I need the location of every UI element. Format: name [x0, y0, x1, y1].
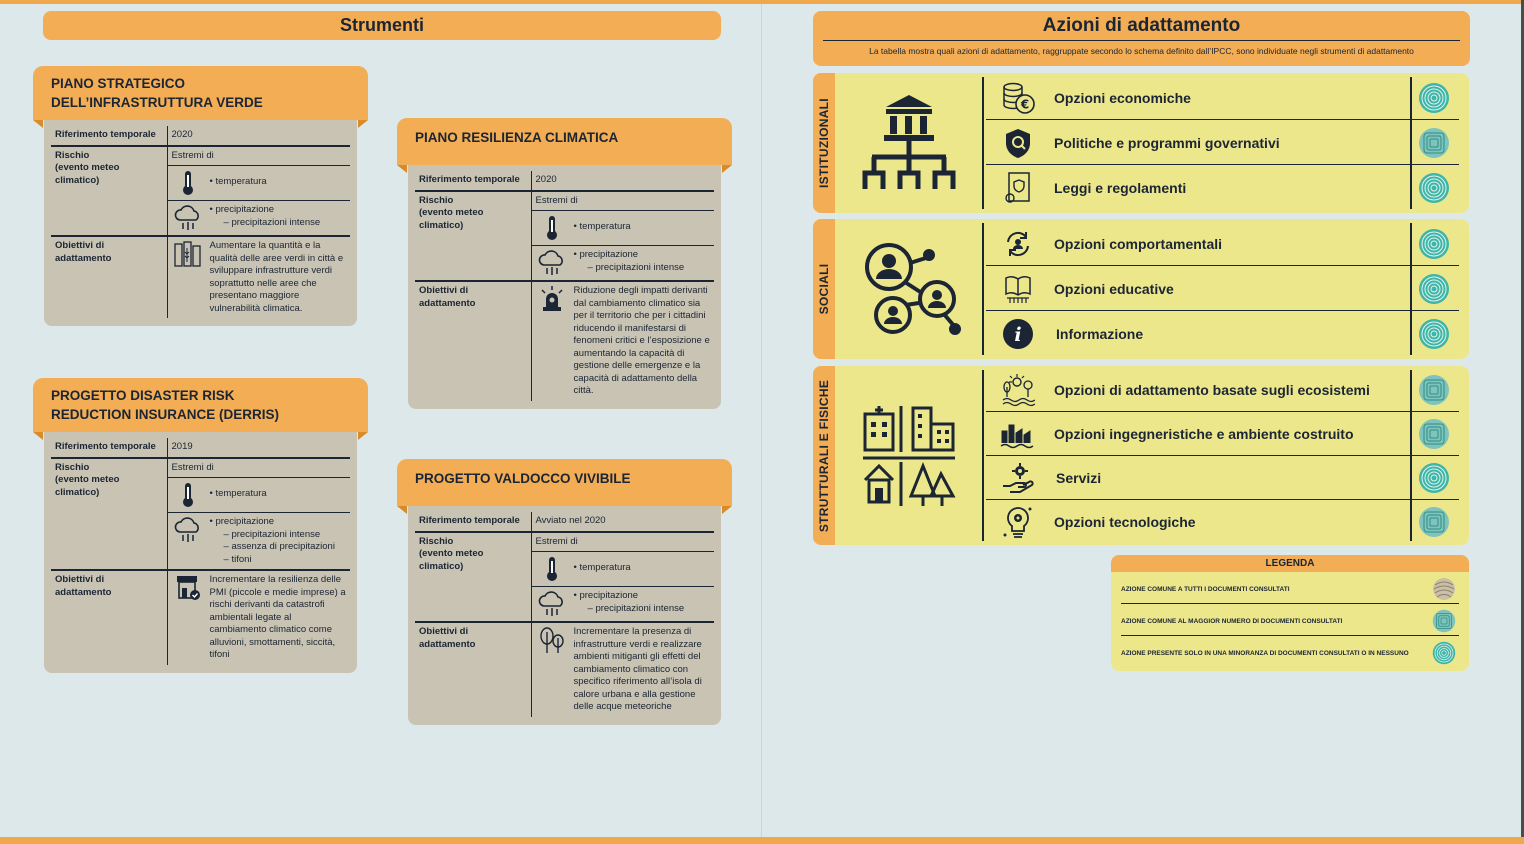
- action-label: Opzioni tecnologiche: [1054, 514, 1196, 530]
- bottom-accent-bar: [0, 837, 1524, 844]
- behavior-cycle-icon: [998, 226, 1038, 262]
- legend-row: [1121, 638, 1459, 668]
- obiettivi-label: Obiettivi di adattamento: [51, 570, 167, 665]
- level-majority-badge: [1418, 127, 1450, 159]
- shop-check-icon: [172, 574, 204, 602]
- service-hand-icon: [998, 460, 1038, 496]
- doc-title: PROGETTO VALDOCCO VIVIBILE: [397, 459, 732, 506]
- doc-obiettivo: Incrementare la presenza di infrastrutture verdi e realizzare ambienti mitiganti gli effetti del cambiamento climatico con specifico riferimento all’isola di calore urbana e alla gestione delle acque meteoriche: [573, 626, 702, 712]
- social-network-icon: [835, 219, 983, 359]
- doc-obiettivo: Aumentare la quantità e la qualità delle aree verdi in città e sviluppare infrastrutture verdi soprattutto nelle aree che presentano maggiore vulnerabilità climatica.: [209, 240, 344, 314]
- lightbulb-gear-icon: [998, 504, 1038, 540]
- action-label: Opzioni educative: [1054, 280, 1174, 297]
- risk-assenza-precipitazioni: – assenza di precipitazioni: [210, 541, 347, 554]
- column-divider: [982, 370, 984, 541]
- rischio-label: Rischio (evento meteo climatico): [415, 191, 531, 282]
- header-rule: [823, 40, 1460, 41]
- doc-year: 2020: [531, 171, 714, 191]
- top-accent-bar: [0, 0, 1524, 4]
- level-minority-badge: [1418, 172, 1450, 204]
- doc-card-resilienza: [397, 118, 732, 409]
- azioni-title: Azioni di adattamento: [1042, 15, 1241, 36]
- rain-cloud-icon: [536, 249, 568, 277]
- action-row: [986, 266, 1459, 311]
- riferimento-label: Riferimento temporale: [51, 438, 167, 458]
- rischio-label: Rischio (evento meteo climatico): [415, 532, 531, 623]
- book-icon: [998, 271, 1038, 307]
- group-strutturali: [813, 366, 1469, 545]
- thermometer-icon: [536, 555, 568, 583]
- action-label: Politiche e programmi governativi: [1054, 134, 1280, 151]
- action-label: Leggi e regolamenti: [1054, 179, 1187, 196]
- legend-label: AZIONE COMUNE AL MAGGIOR NUMERO DI DOCUMENTI CONSULTATI: [1121, 617, 1343, 625]
- risk-temperatura: • temperatura: [574, 221, 711, 234]
- group-name: STRUTTURALI E FISICHE: [817, 379, 831, 532]
- legend-label: AZIONE COMUNE A TUTTI I DOCUMENTI CONSULTATI: [1121, 585, 1290, 593]
- action-label: Opzioni ingegneristiche e ambiente costruito: [1054, 426, 1354, 442]
- risk-temperatura: • temperatura: [210, 488, 347, 501]
- action-row: [986, 368, 1459, 412]
- group-side-label: [813, 219, 835, 359]
- action-row: [986, 500, 1459, 544]
- coins-euro-icon: [998, 80, 1038, 116]
- level-majority-badge: [1432, 609, 1456, 633]
- action-row: [986, 165, 1459, 210]
- buildings-grid-icon: [835, 366, 983, 545]
- riferimento-label: Riferimento temporale: [415, 512, 531, 532]
- thermometer-icon: [536, 214, 568, 242]
- group-side-label: [813, 366, 835, 545]
- estremi-label: Estremi di: [168, 459, 351, 479]
- doc-year: 2020: [167, 126, 350, 146]
- doc-title: PIANO STRATEGICO DELL’INFRASTRUTTURA VERDE: [33, 66, 368, 120]
- action-row: [986, 75, 1459, 120]
- action-label: Opzioni di adattamento basate sugli ecosistemi: [1054, 382, 1370, 398]
- rain-cloud-icon: [172, 204, 204, 232]
- level-minority-badge: [1418, 462, 1450, 494]
- risk-precipitazione: • precipitazione: [210, 516, 347, 529]
- action-row: [986, 120, 1459, 165]
- estremi-label: Estremi di: [532, 533, 715, 553]
- doc-year: Avviato nel 2020: [531, 512, 714, 532]
- alarm-icon: [536, 285, 568, 313]
- azioni-header: [813, 11, 1470, 66]
- action-label: Servizi: [1056, 470, 1102, 486]
- legend: [1111, 555, 1469, 671]
- risk-precipitazioni-intense: – precipitazioni intense: [210, 217, 347, 230]
- obiettivi-label: Obiettivi di adattamento: [415, 622, 531, 717]
- group-sociali: [813, 219, 1469, 359]
- doc-card-derris: [33, 378, 368, 673]
- azioni-subtitle: La tabella mostra quali azioni di adattamento, raggruppate secondo lo schema definito dall’IPCC, sono individuate negli strumenti di adattamento: [869, 46, 1414, 56]
- svg-text:€: €: [1020, 97, 1030, 111]
- legend-label: AZIONE PRESENTE SOLO IN UNA MINORANZA DI DOCUMENTI CONSULTATI O IN NESSUNO: [1121, 649, 1409, 657]
- shield-icon: [998, 125, 1038, 161]
- doc-table: [51, 126, 350, 318]
- level-minority-badge: [1418, 273, 1450, 305]
- green-infrastructure-icon: [172, 240, 204, 268]
- risk-precipitazione: • precipitazione: [210, 204, 347, 217]
- action-row: [986, 221, 1459, 266]
- column-divider: [982, 223, 984, 355]
- svg-text:i: i: [1014, 323, 1022, 346]
- level-majority-badge: [1418, 506, 1450, 538]
- doc-table: [415, 171, 714, 401]
- rischio-label: Rischio (evento meteo climatico): [51, 146, 167, 237]
- strumenti-title: Strumenti: [43, 11, 721, 40]
- action-label: Informazione: [1056, 325, 1144, 342]
- level-all-badge: [1432, 577, 1456, 601]
- risk-precipitazione: • precipitazione: [574, 590, 711, 603]
- ecosystem-icon: [998, 372, 1038, 408]
- rain-cloud-icon: [536, 590, 568, 618]
- doc-table: [51, 438, 350, 665]
- risk-temperatura: • temperatura: [210, 176, 347, 189]
- rischio-label: Rischio (evento meteo climatico): [51, 458, 167, 571]
- action-row: [986, 456, 1459, 500]
- action-row: [986, 311, 1459, 356]
- doc-year: 2019: [167, 438, 350, 458]
- action-row: [986, 412, 1459, 456]
- level-minority-badge: [1418, 318, 1450, 350]
- law-document-icon: [998, 170, 1038, 206]
- column-divider: [982, 77, 984, 209]
- doc-card-valdocco: [397, 459, 732, 725]
- action-label: Opzioni comportamentali: [1054, 235, 1223, 252]
- legend-row: [1121, 606, 1459, 636]
- level-majority-badge: [1418, 374, 1450, 406]
- obiettivi-label: Obiettivi di adattamento: [415, 281, 531, 401]
- level-minority-badge: [1418, 82, 1450, 114]
- doc-title: PROGETTO DISASTER RISK REDUCTION INSURANCE (DERRIS): [33, 378, 368, 432]
- group-side-label: [813, 73, 835, 213]
- doc-title: PIANO RESILIENZA CLIMATICA: [397, 118, 732, 165]
- risk-precipitazioni-intense: – precipitazioni intense: [574, 603, 711, 616]
- trees-icon: [536, 626, 568, 654]
- institution-hierarchy-icon: [835, 73, 983, 213]
- doc-table: [415, 512, 714, 717]
- info-icon: [998, 316, 1038, 352]
- legend-title: LEGENDA: [1111, 555, 1469, 572]
- risk-precipitazione: • precipitazione: [574, 249, 711, 262]
- level-minority-badge: [1418, 228, 1450, 260]
- risk-precipitazioni-intense: – precipitazioni intense: [210, 529, 347, 542]
- thermometer-icon: [172, 481, 204, 509]
- doc-obiettivo: Riduzione degli impatti derivanti dal cambiamento climatico sia per il territorio che per i cittadini riducendo il manifestarsi di fenomeni critici e l’esposizione e aumentando la capacità di gestione delle emergenze e la capacità di adattamento della città.: [573, 285, 710, 396]
- level-minority-badge: [1432, 641, 1456, 665]
- group-name: SOCIALI: [817, 263, 831, 315]
- obiettivi-label: Obiettivi di adattamento: [51, 236, 167, 318]
- thermometer-icon: [172, 169, 204, 197]
- risk-temperatura: • temperatura: [574, 562, 711, 575]
- risk-tifoni: – tifoni: [210, 554, 347, 567]
- action-label: Opzioni economiche: [1054, 89, 1191, 106]
- rain-cloud-icon: [172, 516, 204, 544]
- level-majority-badge: [1418, 418, 1450, 450]
- riferimento-label: Riferimento temporale: [51, 126, 167, 146]
- risk-precipitazioni-intense: – precipitazioni intense: [574, 262, 711, 275]
- legend-row: [1121, 574, 1459, 604]
- page-divider: [761, 4, 762, 837]
- group-name: ISTITUZIONALI: [817, 98, 831, 188]
- estremi-label: Estremi di: [168, 147, 351, 167]
- doc-card-verde: [33, 66, 368, 326]
- industry-buildings-icon: [998, 416, 1038, 452]
- riferimento-label: Riferimento temporale: [415, 171, 531, 191]
- group-istituzionali: [813, 73, 1469, 213]
- doc-obiettivo: Incrementare la resilienza delle PMI (piccole e medie imprese) a rischi derivanti da catastrofi ambientali legate al cambiamento climatico come alluvioni, smottamenti, siccità, tifoni: [209, 574, 346, 660]
- estremi-label: Estremi di: [532, 192, 715, 212]
